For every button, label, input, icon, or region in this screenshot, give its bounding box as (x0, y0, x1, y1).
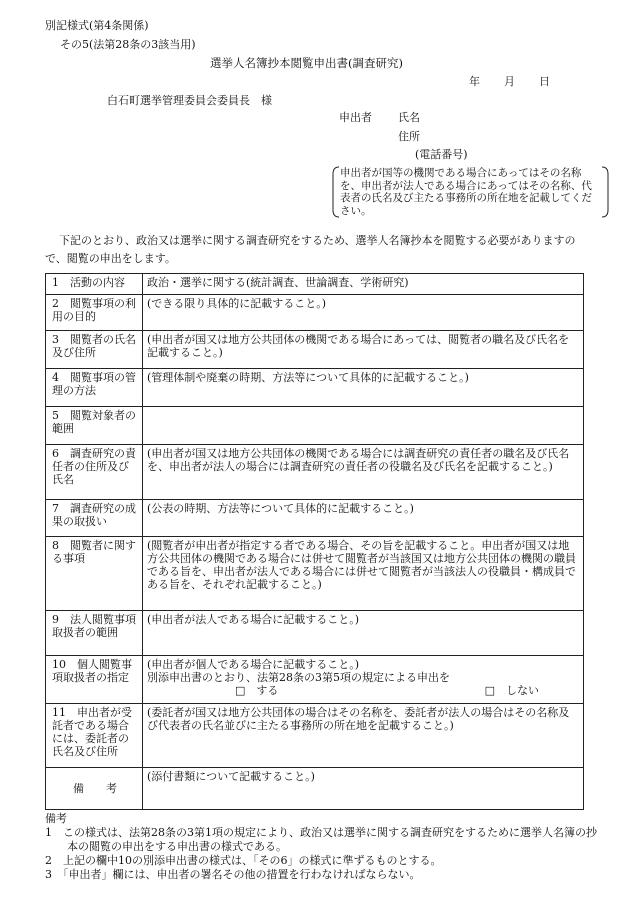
row-content[interactable]: (委託者が国又は地方公共団体の場合はその名称を、委託者が法人の場合はその名称及び代表者の氏名並びに主たる事務所の所在地を記載すること。) (143, 704, 584, 768)
applicant-phone-label: (電話番号) (415, 148, 468, 161)
row-content[interactable]: (管理体制や廃棄の時期、方法等について具体的に記載すること。) (143, 369, 584, 407)
addressee: 白石町選挙管理委員会委員長 様 (107, 94, 272, 107)
row-label: 2 閲覧事項の利用の目的 (46, 295, 143, 331)
remarks-heading: 備考 (45, 812, 67, 825)
intro-text: 下記のとおり、政治又は選挙に関する調査研究をするため、選挙人名簿抄本を閲覧する必要がありますので、閲覧の申出をします。 (45, 234, 576, 265)
row-content-note: (申出者が個人である場合に記載すること。) (147, 658, 360, 671)
remarks-section (45, 812, 605, 882)
row-content[interactable] (143, 407, 584, 445)
table-row (46, 537, 584, 611)
row-content[interactable]: (添付書類について記載すること。) (143, 768, 584, 810)
row-label: 8 閲覧者に関する事項 (46, 537, 143, 611)
table-row (46, 500, 584, 537)
date-month-label: 月 (504, 75, 515, 88)
individual-handler-statement: 別添申出書のとおり、法第28条の3第5項の規定による申出を (147, 671, 450, 684)
row-content[interactable]: (申出者が法人である場合に記載すること。) (143, 611, 584, 656)
row-label: 1 活動の内容 (46, 274, 143, 295)
table-row (46, 369, 584, 407)
applicant-note (332, 166, 609, 218)
row-content[interactable]: 政治・選挙に関する(統計調査、世論調査、学術研究) (143, 274, 584, 295)
applicant-name-label: 氏名 (398, 111, 420, 124)
handler-designation-options (147, 684, 579, 697)
table-row (46, 407, 584, 445)
table-row (46, 768, 584, 810)
row-label: 6 調査研究の責任者の住所及び氏名 (46, 445, 143, 500)
row-content[interactable] (143, 656, 584, 704)
row-content[interactable]: (できる限り具体的に記載すること。) (143, 295, 584, 331)
row-content[interactable]: (閲覧者が申出者が指定する者である場合、その旨を記載すること。申出者が国又は地方公共団体の機関である場合には併せて閲覧者が当該国又は地方公共団体の機関の職員である旨を、申出者が法人である場合には併せて閲覧者が当該法人の役職員・構成員である旨を、それぞれ記載すること。) (143, 537, 584, 611)
application-table (45, 273, 584, 810)
table-row (46, 704, 584, 768)
date-year-label: 年 (469, 75, 480, 88)
row-label: 10 個人閲覧事項取扱者の指定 (46, 656, 143, 704)
form-variant: その5(法第28条の3該当用) (60, 38, 196, 51)
checkbox-do-not[interactable]: □ しない (484, 684, 539, 697)
row-label: 5 閲覧対象者の範囲 (46, 407, 143, 445)
table-row (46, 656, 584, 704)
table-row (46, 274, 584, 295)
row-content[interactable]: (公表の時期、方法等について具体的に記載すること。) (143, 500, 584, 537)
table-row (46, 445, 584, 500)
form-number: 別記様式(第4条関係) (45, 19, 149, 32)
row-label: 9 法人閲覧事項取扱者の範囲 (46, 611, 143, 656)
row-content[interactable]: (申出者が国又は地方公共団体の機関である場合には調査研究の責任者の職名及び氏名を、申出者が法人の場合には調査研究の責任者の役職名及び氏名を記載すること。) (143, 445, 584, 500)
applicant-address-label: 住所 (398, 130, 420, 143)
remarks-item: 2 上記の欄中10の別添申出書の様式は、「その6」の様式に準ずるものとする。 (45, 854, 442, 867)
table-row (46, 331, 584, 369)
remarks-item: 1 この様式は、法第28条の3第1項の規定により、政治又は選挙に関する調査研究をするために選挙人名簿の抄本の閲覧の申出をする申出書の様式である。 (45, 826, 597, 853)
remarks-item: 3 「申出者」欄には、申出者の署名その他の措置を行わなければならない。 (45, 868, 421, 881)
page-title: 選挙人名簿抄本閲覧申出書(調査研究) (210, 56, 403, 70)
row-label: 11 申出者が受託者である場合には、委託者の氏名及び住所 (46, 704, 143, 768)
note-text: 申出者が国等の機関である場合にあってはその名称を、申出者が法人である場合にあってはその名称、代表者の氏名及び主たる事務所の所在地を記載してください。 (340, 167, 592, 217)
row-label: 7 調査研究の成果の取扱い (46, 500, 143, 537)
table-row (46, 611, 584, 656)
applicant-label: 申出者 (339, 111, 372, 124)
table-row (46, 295, 584, 331)
row-content[interactable]: (申出者が国又は地方公共団体の機関である場合にあっては、閲覧者の職名及び氏名を記載すること。) (143, 331, 584, 369)
checkbox-do[interactable]: □ する (235, 684, 279, 697)
date-day-label: 日 (539, 75, 550, 88)
row-label: 備 考 (46, 768, 143, 810)
row-label: 3 閲覧者の氏名及び住所 (46, 331, 143, 369)
note-brackets (332, 166, 609, 218)
row-label: 4 閲覧事項の管理の方法 (46, 369, 143, 407)
